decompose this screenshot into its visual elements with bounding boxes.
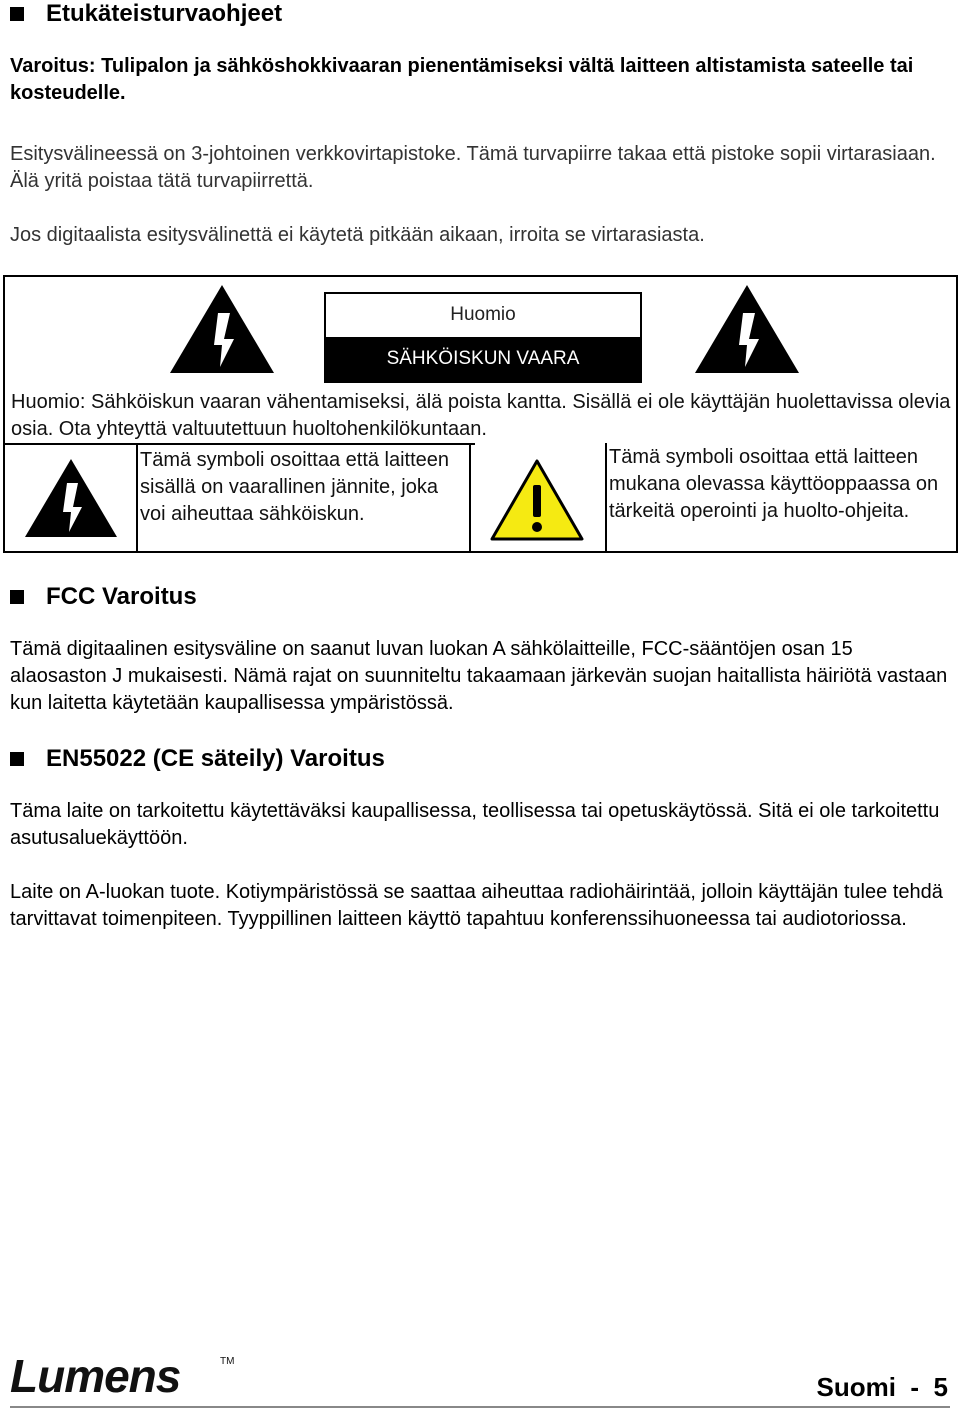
en55022-heading — [10, 745, 385, 773]
symbol-table-top-line — [5, 443, 475, 445]
symbol-table-divider — [136, 443, 138, 553]
fcc-text: Tämä digitaalinen esitysväline on saanut luvan luokan A sähkölaitteille, FCC-sääntöjen osan 15 alaosaston J mukaisesti. Nämä rajat on suunniteltu takaamaan järkevän suojan haitallista häiriötä vastaan kun laitetta käytetään kaupallisessa ympäristössä. — [10, 638, 948, 714]
safety-heading-text: Etukäteisturvaohjeet — [46, 0, 283, 27]
caution-panel — [324, 292, 642, 383]
square-bullet-icon — [10, 752, 24, 766]
symbol-table-divider — [605, 443, 607, 553]
exclamation-warning-icon — [489, 457, 585, 543]
lightning-warning-icon — [693, 283, 801, 375]
square-bullet-icon — [10, 590, 24, 604]
fcc-heading-text: FCC Varoitus — [46, 583, 197, 610]
en55022-heading-text: EN55022 (CE säteily) Varoitus — [46, 745, 385, 772]
safety-plug-text: Esitysvälineessä on 3-johtoinen verkkovirtapistoke. Tämä turvapiirre takaa että pistoke sopii virtarasiaan. Älä yritä poistaa tätä turvapiirrettä. — [10, 143, 936, 192]
footer-divider — [10, 1406, 950, 1408]
lumens-logo — [8, 1350, 238, 1403]
en55022-text-2: Laite on A-luokan tuote. Kotiympäristössä se saattaa aiheuttaa radiohäirintää, jolloin käyttäjän tulee tehdä tarvittavat toimenpiteen. Tyyppillinen laitteen käyttö tapahtuu konferenssihuoneessa tai audiotoriossa. — [10, 881, 943, 930]
caution-text: Huomio: Sähköiskun vaaran vähentamiseksi, älä poista kantta. Sisällä ei ole käyttäjän huolettavissa olevia osia. Ota yhteyttä valtuutettuun huoltohenkilökuntaan. — [11, 391, 951, 440]
caution-panel-danger: SÄHKÖISKUN VAARA — [326, 337, 640, 381]
lightning-warning-icon — [23, 457, 119, 539]
safety-heading — [10, 0, 282, 28]
lumens-logo-mark — [8, 1350, 238, 1398]
symbol-table-divider — [469, 443, 471, 553]
caution-panel-title: Huomio — [326, 294, 640, 336]
caution-box — [3, 275, 958, 553]
safety-warning: Varoitus: Tulipalon ja sähköshokkivaaran pienentämiseksi vältä laitteen altistamista sateelle tai kosteudelle. — [10, 55, 914, 104]
lightning-warning-icon — [168, 283, 276, 375]
fcc-heading — [10, 583, 197, 611]
trademark-text: TM — [220, 1356, 235, 1367]
safety-unplug-text: Jos digitaalista esitysvälinettä ei käytetä pitkään aikaan, irroita se virtarasiasta. — [10, 224, 705, 246]
square-bullet-icon — [10, 7, 24, 21]
lumens-logo-text: Lumens — [10, 1350, 181, 1398]
en55022-text-1: Täma laite on tarkoitettu käytettäväksi kaupallisessa, teollisessa tai opetuskäytössä. Sitä ei ole tarkoitettu asutusaluekäyttöön. — [10, 800, 940, 849]
page-number: Suomi - 5 — [816, 1372, 948, 1402]
symbol-voltage-text: Tämä symboli osoittaa että laitteen sisällä on vaarallinen jännite, joka voi aiheuttaa sähköiskun. — [140, 449, 450, 525]
symbol-exclamation-text: Tämä symboli osoittaa että laitteen mukana olevassa käyttöoppaassa on tärkeitä operointi ja huolto-ohjeita. — [609, 446, 939, 522]
